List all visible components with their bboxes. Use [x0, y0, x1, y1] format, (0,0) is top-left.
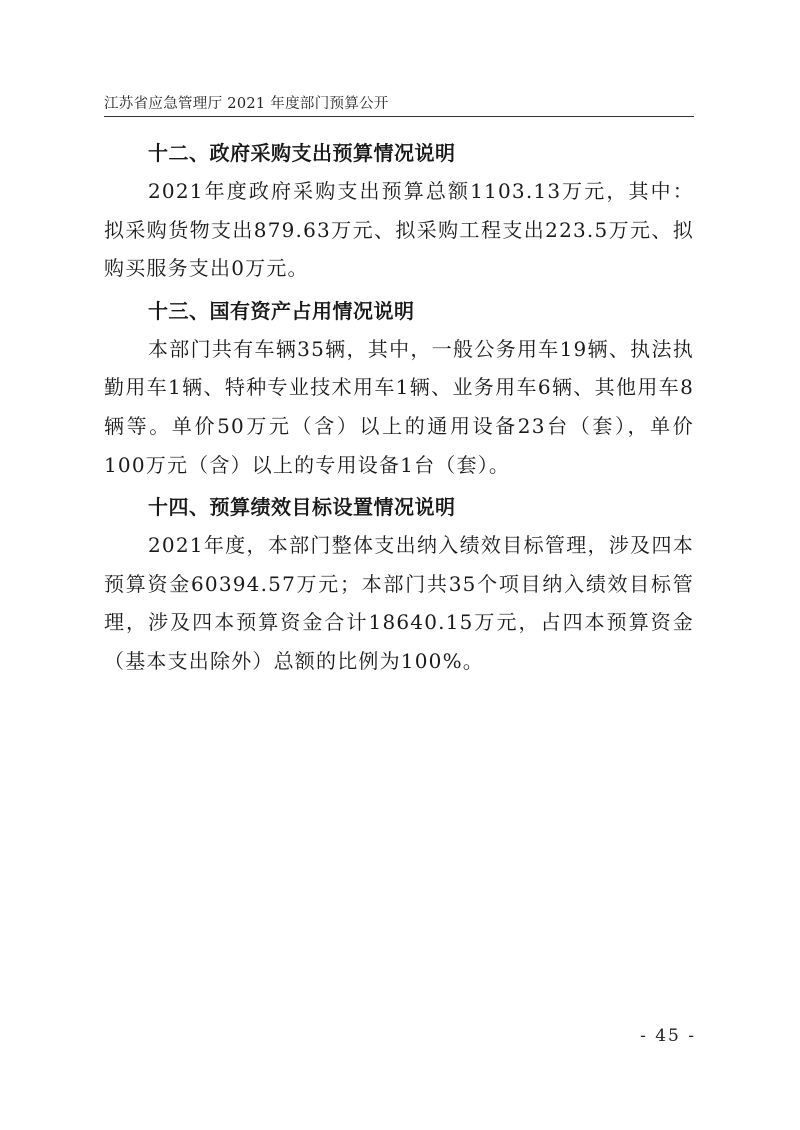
section-paragraph: 2021年度政府采购支出预算总额1103.13万元，其中：拟采购货物支出879.63万元、拟采购工程支出223.5万元、拟购买服务支出0万元。 [104, 179, 694, 281]
section-14 [104, 488, 694, 680]
document-body [104, 130, 694, 681]
section-paragraph: 2021年度，本部门整体支出纳入绩效目标管理，涉及四本预算资金60394.57万元；本部门共35个项目纳入绩效目标管理，涉及四本预算资金合计18640.15万元，占四本预算资金（基本支出除外）总额的比例为100%。 [104, 533, 694, 673]
section-heading: 十四、预算绩效目标设置情况说明 [148, 495, 456, 520]
section-paragraph: 本部门共有车辆35辆，其中，一般公务用车19辆、执法执勤用车1辆、特种专业技术用车1辆、业务用车6辆、其他用车8辆等。单价50万元（含）以上的通用设备23台（套），单价100万元（含）以上的专用设备1台（套）。 [104, 336, 694, 477]
section-heading: 十二、政府采购支出预算情况说明 [148, 141, 456, 165]
header-rule [104, 116, 694, 117]
section-13 [104, 292, 694, 484]
running-header: 江苏省应急管理厅 2021 年度部门预算公开 [104, 96, 389, 112]
page-number: - 45 - [640, 1026, 696, 1046]
section-12 [104, 134, 694, 288]
section-heading: 十三、国有资产占用情况说明 [148, 298, 415, 323]
